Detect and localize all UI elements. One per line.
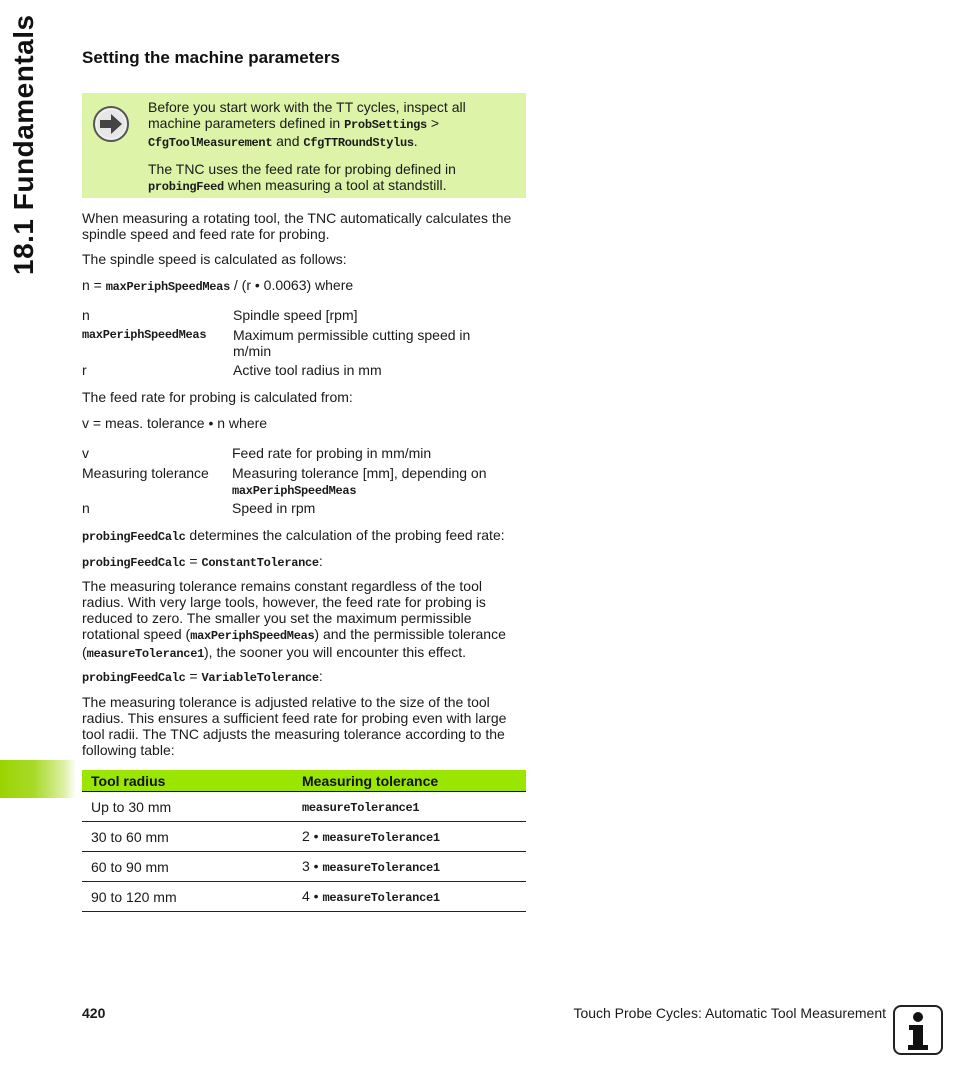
def-desc: Maximum permissible cutting speed in m/min: [233, 327, 471, 359]
column-header: Measuring tolerance: [293, 770, 526, 792]
def-term: maxPeriphSpeedMeas: [82, 328, 207, 342]
constant-tolerance-line: probingFeedCalc = ConstantTolerance:: [82, 553, 323, 570]
note-paragraph-1: Before you start work with the TT cycles, inspect all machine parameters defined in ProbSettings > CfgToolMeasurement and CfgTTRoundStylus.: [148, 99, 466, 150]
def-desc: Measuring tolerance [mm], depending on maxPeriphSpeedMeas: [232, 465, 487, 498]
table-row: [82, 822, 526, 852]
section-heading: Setting the machine parameters: [82, 48, 340, 67]
tool-radius-cell: Up to 30 mm: [82, 792, 293, 822]
tolerance-cell: measureTolerance1: [293, 792, 526, 822]
tolerance-cell: 2 • measureTolerance1: [293, 822, 526, 852]
table-row: [82, 852, 526, 882]
feed-formula: v = meas. tolerance • n where: [82, 415, 268, 431]
note-paragraph-2: The TNC uses the feed rate for probing defined in probingFeed when measuring a tool at standstill.: [148, 161, 456, 194]
tolerance-table: [82, 770, 526, 912]
info-icon: [893, 1005, 943, 1055]
def-desc: Active tool radius in mm: [233, 362, 382, 378]
constant-tolerance-paragraph: The measuring tolerance remains constant regardless of the tool radius. With very large tools, however, the feed rate for probing is reduced to zero. The smaller you set the maximum permissible rotational speed (maxPeriphSpeedMeas) and the permissible tolerance (measureTolerance1), the sooner you will encounter this effect.: [82, 578, 506, 661]
page-number: 420: [82, 1005, 106, 1021]
table-row: [82, 882, 526, 912]
tool-radius-cell: 90 to 120 mm: [82, 882, 293, 912]
table-row: [82, 792, 526, 822]
intro-paragraph: When measuring a rotating tool, the TNC automatically calculates the spindle speed and feed rate for probing.: [82, 210, 512, 242]
def-desc: Feed rate for probing in mm/min: [232, 445, 432, 461]
def-term: v: [82, 445, 89, 461]
column-header: Tool radius: [82, 770, 293, 792]
def-term: n: [82, 307, 90, 323]
note-box: [82, 93, 526, 198]
arrow-right-icon: [92, 105, 130, 143]
footer-title: Touch Probe Cycles: Automatic Tool Measurement: [573, 1005, 886, 1021]
tool-radius-cell: 30 to 60 mm: [82, 822, 293, 852]
spindle-speed-intro: The spindle speed is calculated as follows:: [82, 251, 347, 267]
def-term: n: [82, 500, 90, 516]
feed-rate-intro: The feed rate for probing is calculated from:: [82, 389, 353, 405]
variable-tolerance-line: probingFeedCalc = VariableTolerance:: [82, 668, 323, 685]
tool-radius-cell: 60 to 90 mm: [82, 852, 293, 882]
chapter-tab-marker: [0, 760, 76, 798]
tolerance-cell: 4 • measureTolerance1: [293, 882, 526, 912]
def-desc: Spindle speed [rpm]: [233, 307, 358, 323]
variable-tolerance-paragraph: The measuring tolerance is adjusted relative to the size of the tool radius. This ensures a sufficient feed rate for probing even with large tool radii. The TNC adjusts the measuring tolerance according to the following table:: [82, 694, 507, 758]
spindle-formula: n = maxPeriphSpeedMeas / (r • 0.0063) where: [82, 277, 354, 294]
calc-line: probingFeedCalc determines the calculation of the probing feed rate:: [82, 527, 505, 544]
def-term: r: [82, 362, 87, 378]
def-term: Measuring tolerance: [82, 465, 209, 481]
def-desc: Speed in rpm: [232, 500, 316, 516]
tolerance-cell: 3 • measureTolerance1: [293, 852, 526, 882]
table-header-row: [82, 770, 526, 792]
